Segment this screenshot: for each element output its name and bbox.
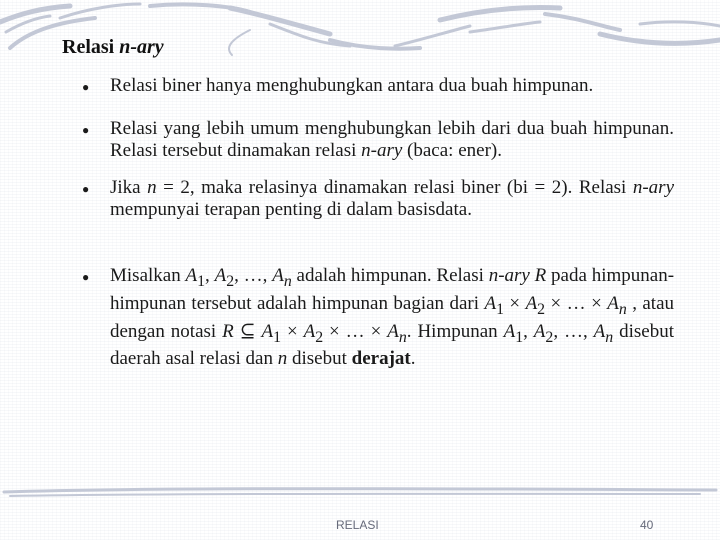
footer-section-label: RELASI	[336, 518, 379, 532]
slide-title-text: Relasi	[62, 36, 115, 58]
bullet-icon: ●	[82, 270, 90, 284]
bullet-text: Misalkan $A_1$, $A_2$, …, $A_n$ adalah himpunan. Relasi n-ary R pada himpunan-himpunan tersebut adalah himpunan bagian dari $A_1 \times A_2$ × … × $A_n$ , atau dengan notasi R ⊆ $A_1 \times A_2$ × … × $A_n$. Himpunan $A_1$, $A_2$, …, $A_n$ disebut daerah asal relasi dan n disebut derajat.	[110, 265, 675, 370]
list-item	[82, 265, 674, 370]
bullet-text: Relasi biner hanya menghubungkan antara dua buah himpunan.	[110, 75, 594, 96]
slide-title	[62, 36, 164, 59]
bullet-text: Jika n = 2, maka relasinya dinamakan relasi biner (bi = 2). Relasi n-ary mempunyai terapan penting di dalam basisdata.	[110, 177, 675, 220]
bullet-text: Relasi yang lebih umum menghubungkan lebih dari dua buah himpunan. Relasi tersebut dinamakan relasi n-ary (baca: ener).	[110, 118, 674, 161]
footer-divider	[0, 480, 720, 500]
list-item	[82, 75, 674, 98]
list-item	[82, 118, 674, 162]
bullet-icon: ●	[82, 80, 90, 94]
page-number: 40	[640, 518, 654, 532]
bullet-list	[82, 75, 674, 370]
slide-title-italic: n-ary	[119, 36, 164, 58]
bullet-icon: ●	[82, 123, 90, 137]
list-item	[82, 177, 674, 221]
bullet-icon: ●	[82, 182, 90, 196]
